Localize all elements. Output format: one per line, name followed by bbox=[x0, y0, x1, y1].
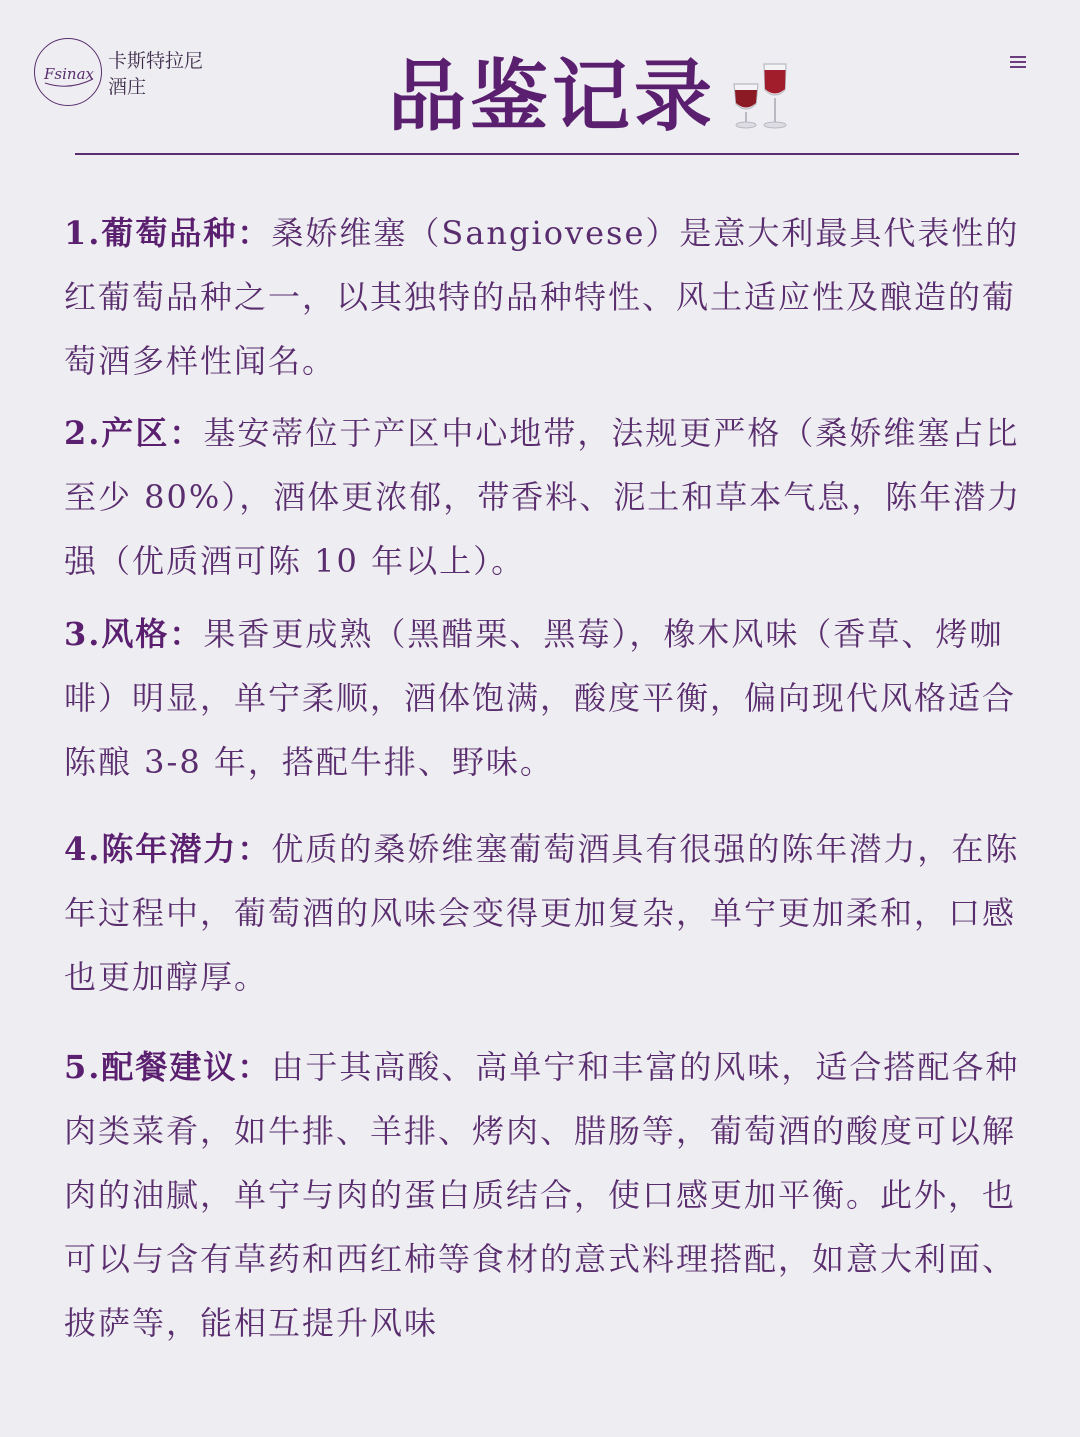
section-label: 3.风格： bbox=[64, 615, 204, 653]
section-grape-variety bbox=[64, 201, 1024, 393]
section-label: 5.配餐建议： bbox=[64, 1048, 272, 1086]
menu-icon[interactable] bbox=[1010, 56, 1026, 70]
section-text: 基安蒂位于产区中心地带，法规更严格（桑娇维塞占比至少 80%），酒体更浓郁，带香料、泥土和草本气息，陈年潜力强（优质酒可陈 10 年以上）。 bbox=[64, 414, 1022, 580]
section-style bbox=[64, 602, 1024, 794]
logo-text: Fsinax bbox=[44, 65, 94, 83]
section-aging-potential bbox=[64, 817, 1024, 1009]
section-label: 2.产区： bbox=[64, 414, 204, 452]
section-region bbox=[64, 401, 1024, 593]
brand-name bbox=[108, 48, 203, 100]
brand-name-line2: 酒庄 bbox=[108, 76, 147, 98]
section-text: 桑娇维塞（Sangiovese）是意大利最具代表性的红葡萄品种之一，以其独特的品种特性、风土适应性及酿造的葡萄酒多样性闻名。 bbox=[64, 214, 1020, 380]
section-text: 果香更成熟（黑醋栗、黑莓），橡木风味（香草、烤咖啡）明显，单宁柔顺，酒体饱满，酸度平衡，偏向现代风格适合陈酿 3-8 年，搭配牛排、野味。 bbox=[64, 615, 1017, 781]
section-text: 由于其高酸、高单宁和丰富的风味，适合搭配各种肉类菜肴，如牛排、羊排、烤肉、腊肠等，葡萄酒的酸度可以解肉的油腻，单宁与肉的蛋白质结合，使口感更加平衡。此外，也可以与含有草药和西红柿等食材的意式料理搭配，如意大利面、披萨等，能相互提升风味 bbox=[64, 1048, 1020, 1342]
brand-name-line1: 卡斯特拉尼 bbox=[108, 50, 204, 72]
section-food-pairing bbox=[64, 1035, 1024, 1355]
section-label: 1.葡萄品种： bbox=[64, 214, 272, 252]
section-label: 4.陈年潜力： bbox=[64, 830, 272, 868]
brand-logo bbox=[34, 38, 102, 106]
page-title: 品鉴记录 bbox=[388, 51, 717, 142]
header-divider bbox=[75, 153, 1019, 155]
header bbox=[0, 0, 1080, 160]
section-text: 优质的桑娇维塞葡萄酒具有很强的陈年潜力，在陈年过程中，葡萄酒的风味会变得更加复杂，单宁更加柔和，口感也更加醇厚。 bbox=[64, 830, 1020, 996]
wine-glasses-icon bbox=[728, 60, 792, 132]
